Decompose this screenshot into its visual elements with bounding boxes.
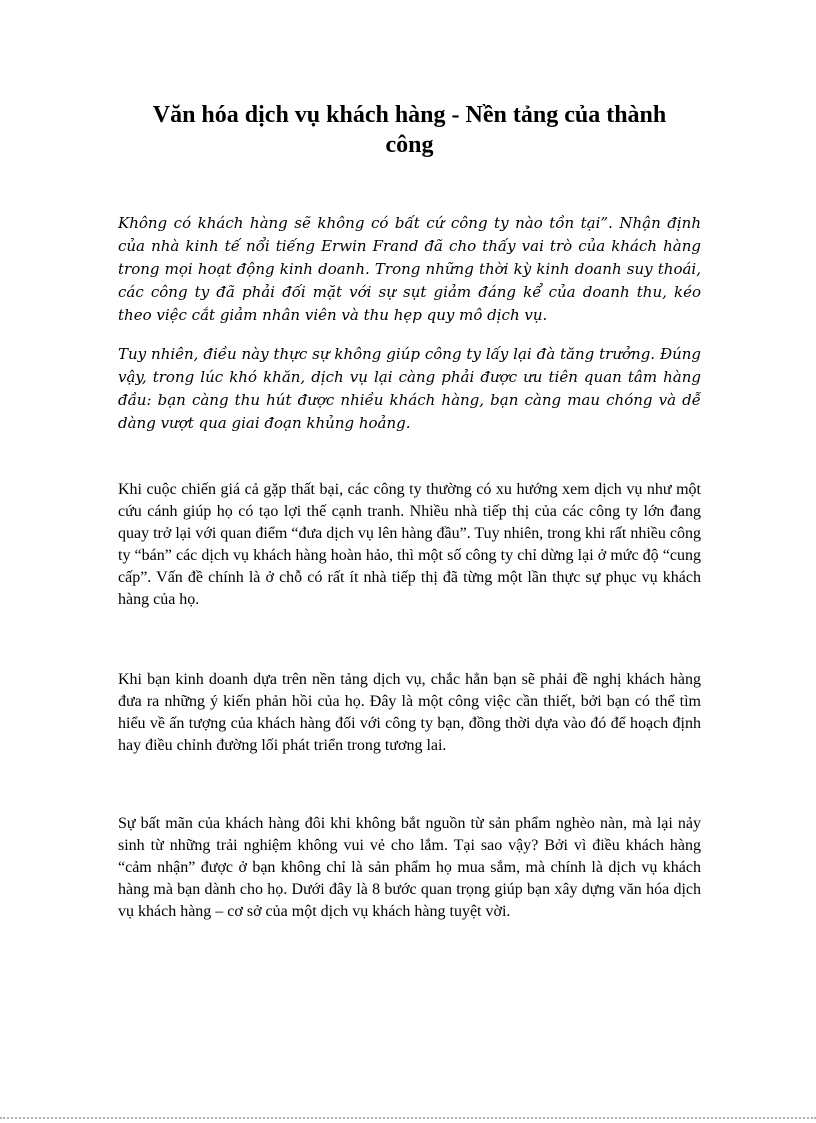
body-paragraph-1: Khi cuộc chiến giá cả gặp thất bại, các công ty thường có xu hướng xem dịch vụ như một cứu cánh giúp họ có tạo lợi thế cạnh tranh. Nhiều nhà tiếp thị của các công ty lớn đang quay trở lại với quan điểm “đưa dịch vụ lên hàng đầu”. Tuy nhiên, trong khi rất nhiều công ty “bán” các dịch vụ khách hàng hoàn hảo, thì một số công ty chỉ dừng lại ở mức độ “cung cấp”. Vấn đề chính là ở chỗ có rất ít nhà tiếp thị đã từng một lần thực sự phục vụ khách hàng của họ. [118, 481, 701, 608]
document-title: Văn hóa dịch vụ khách hàng - Nền tảng của thành công [152, 102, 667, 158]
body-paragraph-3: Sự bất mãn của khách hàng đôi khi không bắt nguồn từ sản phẩm nghèo nàn, mà lại nảy sinh từ những trải nghiệm không vui vẻ cho lắm. Tại sao vậy? Bởi vì điều khách hàng “cảm nhận” được ở bạn không chỉ là sản phẩm họ mua sắm, mà chính là dịch vụ khách hàng mà bạn dành cho họ. Dưới đây là 8 bước quan trọng giúp bạn xây dựng văn hóa dịch vụ khách hàng – cơ sở của một dịch vụ khách hàng tuyệt vời. [118, 815, 701, 920]
page-break-dotted-line [0, 1117, 816, 1119]
intro-paragraph-2: Tuy nhiên, điều này thực sự không giúp công ty lấy lại đà tăng trưởng. Đúng vậy, trong lúc khó khăn, dịch vụ lại càng phải được ưu tiên quan tâm hàng đầu: bạn càng thu hút được nhiều khách hàng, bạn càng mau chóng và dễ dàng vượt qua giai đoạn khủng hoảng. [118, 345, 701, 432]
intro-paragraph-1: Không có khách hàng sẽ không có bất cứ công ty nào tồn tại”. Nhận định của nhà kinh tế nổi tiếng Erwin Frand đã cho thấy vai trò của khách hàng trong mọi hoạt động kinh doanh. Trong những thời kỳ kinh doanh suy thoái, các công ty đã phải đối mặt với sự sụt giảm đáng kể của doanh thu, kéo theo việc cắt giảm nhân viên và thu hẹp quy mô dịch vụ. [118, 214, 701, 324]
body-paragraph-2: Khi bạn kinh doanh dựa trên nền tảng dịch vụ, chắc hẳn bạn sẽ phải đề nghị khách hàng đưa ra những ý kiến phản hồi của họ. Đây là một công việc cần thiết, bởi bạn có thể tìm hiểu về ấn tượng của khách hàng đối với công ty bạn, đồng thời dựa vào đó để hoạch định hay điều chỉnh đường lối phát triển trong tương lai. [118, 671, 701, 754]
